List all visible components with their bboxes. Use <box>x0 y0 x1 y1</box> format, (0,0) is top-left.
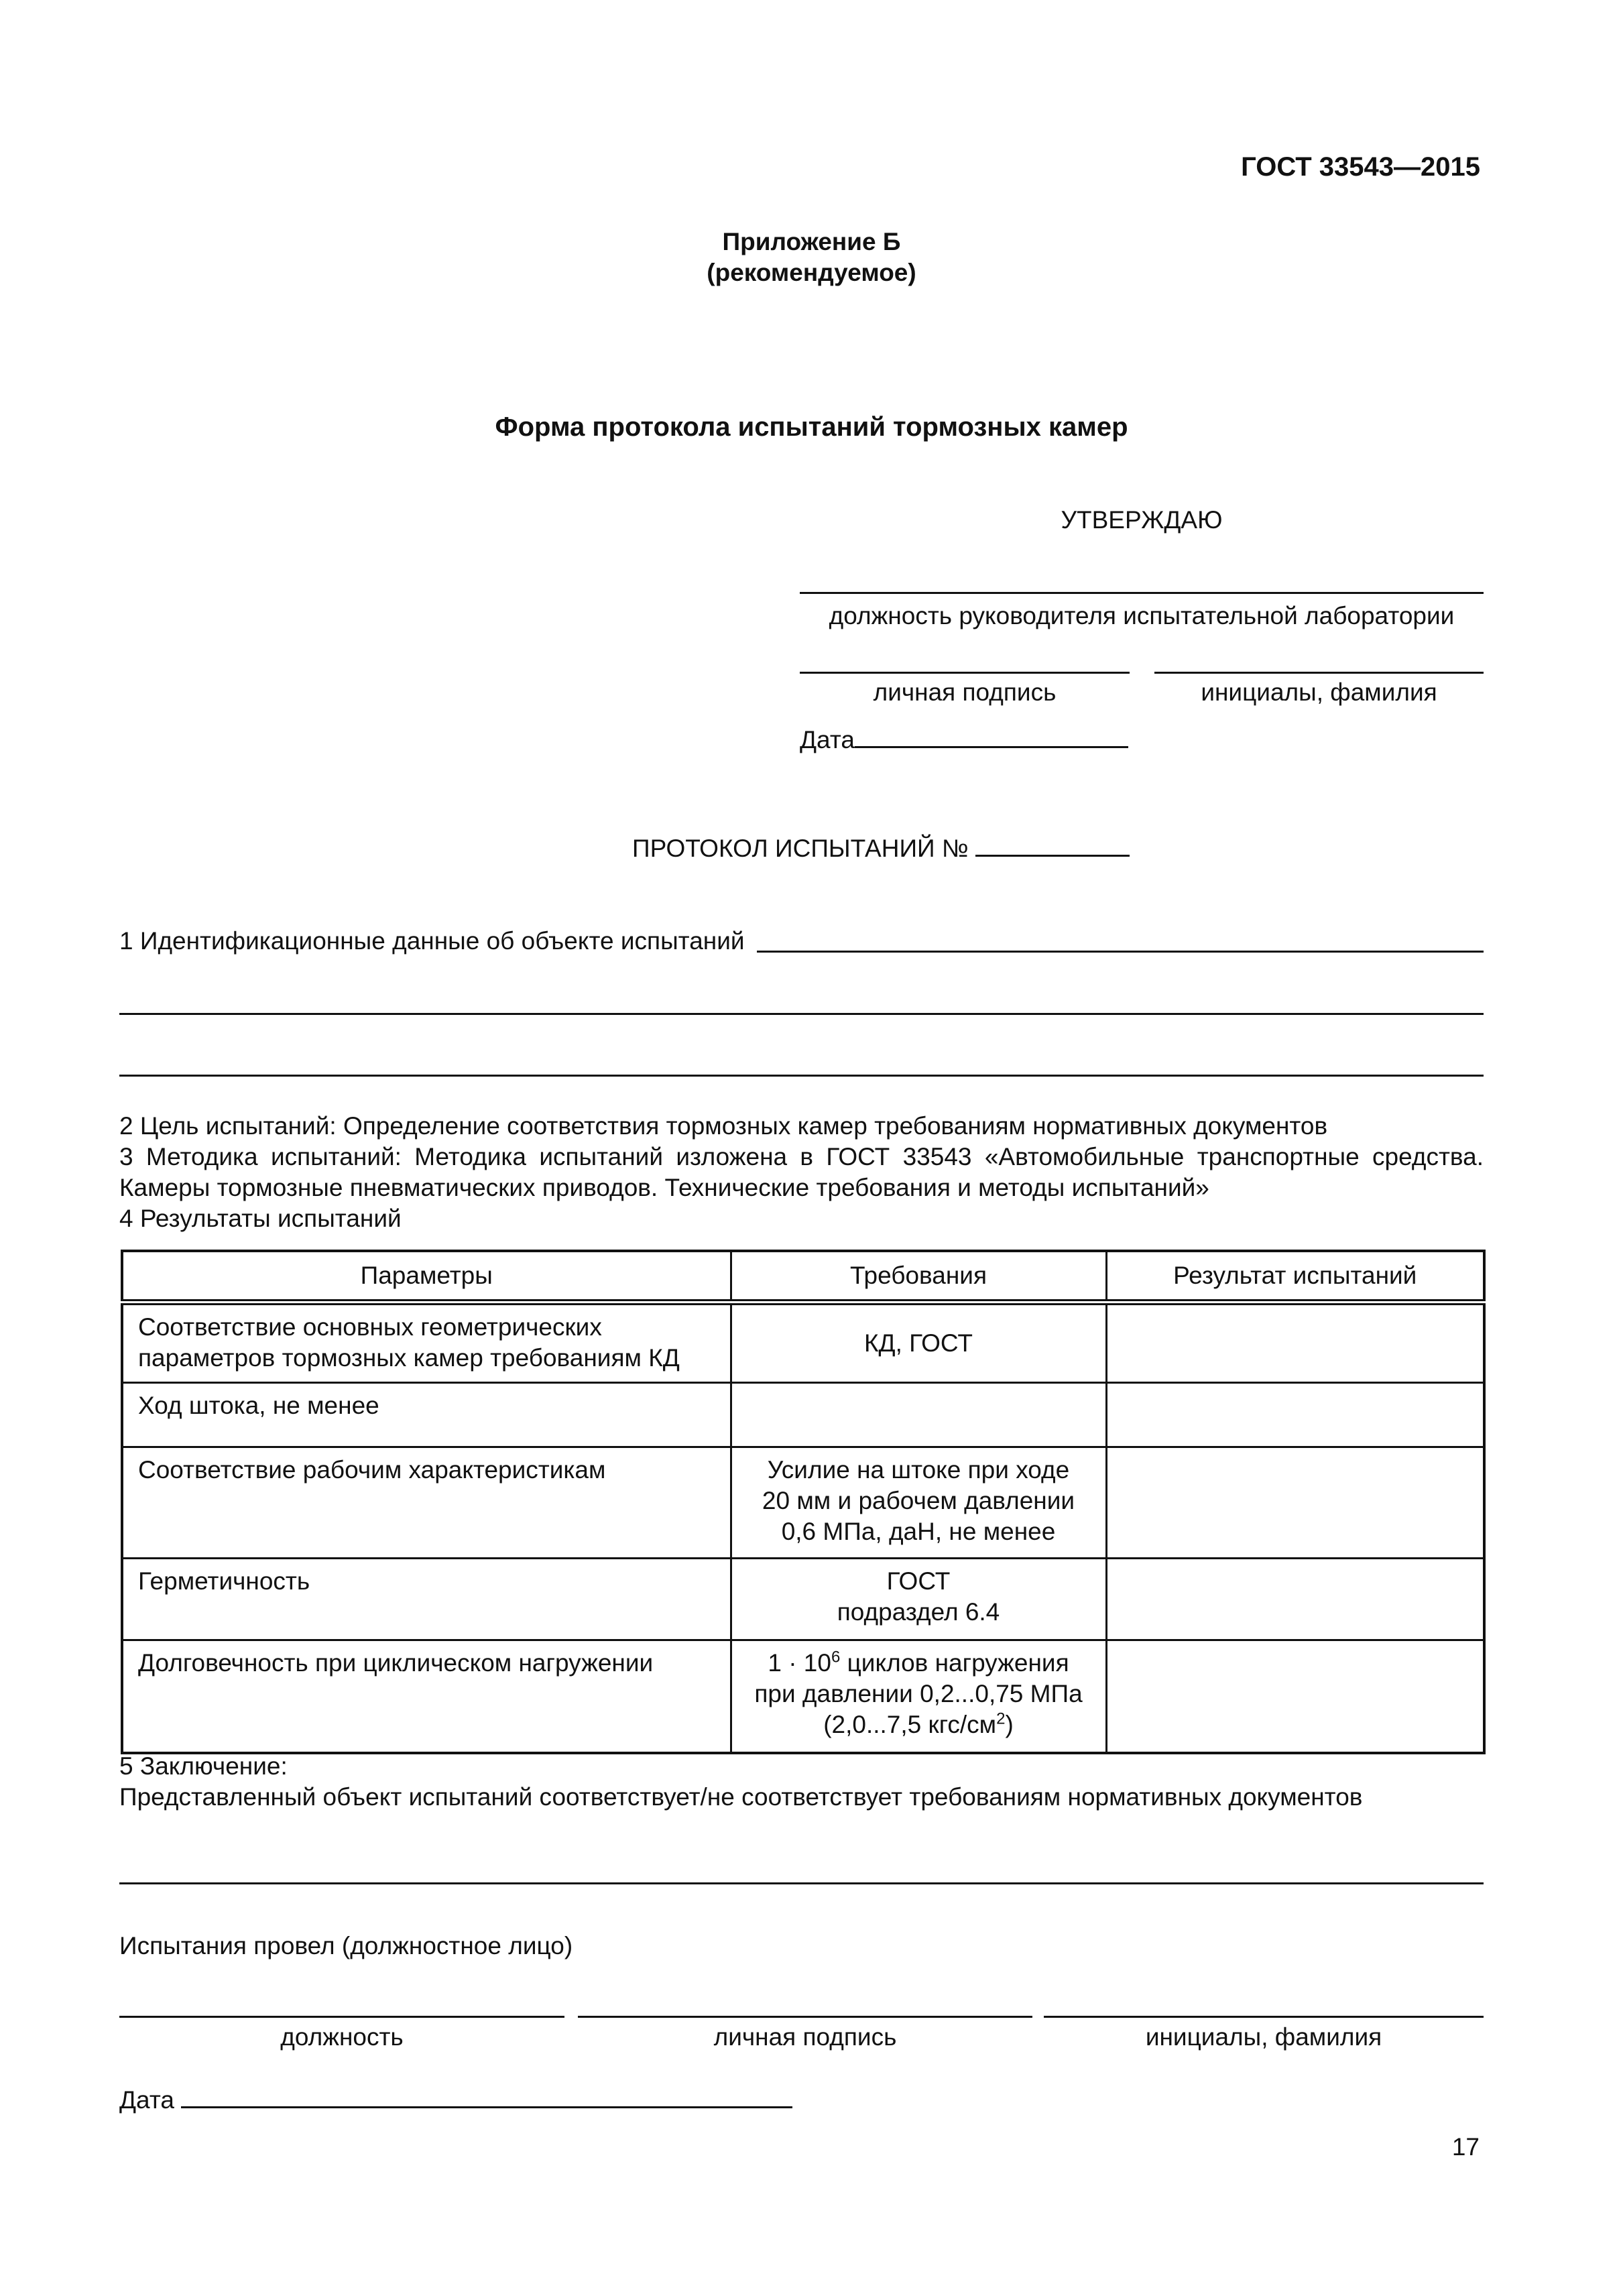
approval-date-row <box>800 723 1128 756</box>
protocol-title: ПРОТОКОЛ ИСПЫТАНИЙ № <box>632 835 969 862</box>
param-cell <box>122 1559 731 1640</box>
section-1-label: 1 Идентификационные данные об объекте испытаний <box>119 927 745 955</box>
results-table-header-row <box>122 1251 1484 1303</box>
form-title: Форма протокола испытаний тормозных камер <box>495 412 1128 442</box>
appendix-status: (рекомендуемое) <box>707 259 916 286</box>
document-code: ГОСТ 33543—2015 <box>1241 152 1480 182</box>
param-cell <box>122 1383 731 1447</box>
tester-date-line <box>181 2083 792 2108</box>
tester-date-label: Дата <box>119 2086 174 2114</box>
header-parameters: Параметры <box>122 1251 731 1303</box>
requirement-text: ГОСТ <box>886 1567 951 1595</box>
requirement-text-part: 1 · 10 <box>768 1649 831 1677</box>
param-text: параметров тормозных камер требованиям КД <box>138 1344 680 1372</box>
section-1-line-2 <box>119 1013 1484 1015</box>
requirement-text: Усилие на штоке при ходе <box>767 1456 1070 1484</box>
param-cell <box>122 1447 731 1559</box>
requirement-text: 0,6 МПа, даН, не менее <box>781 1518 1056 1545</box>
position-signature-line <box>800 592 1484 594</box>
tester-date-row <box>119 2083 792 2116</box>
result-cell[interactable] <box>1106 1640 1484 1753</box>
table-row <box>122 1303 1484 1383</box>
signature-line <box>800 672 1130 674</box>
header-results: Результат испытаний <box>1106 1251 1484 1303</box>
requirement-text: подраздел 6.4 <box>837 1598 1000 1626</box>
table-row <box>122 1447 1484 1559</box>
table-row <box>122 1383 1484 1447</box>
exponent: 6 <box>831 1648 841 1667</box>
tester-name-caption: инициалы, фамилия <box>1145 2023 1382 2051</box>
param-text: Ход штока, не менее <box>138 1392 379 1419</box>
header-requirements: Требования <box>731 1251 1106 1303</box>
approve-label: УТВЕРЖДАЮ <box>1061 506 1223 534</box>
param-text: Долговечность при циклическом нагружении <box>138 1649 654 1677</box>
requirement-text: КД, ГОСТ <box>863 1329 973 1357</box>
section-3-line-1: 3 Методика испытаний: Методика испытаний изложена в ГОСТ 33543 «Автомобильные транспортные средства. <box>119 1143 1484 1170</box>
conclusion-line <box>119 1882 1484 1884</box>
protocol-number-line <box>975 832 1130 857</box>
section-2-text: 2 Цель испытаний: Определение соответствия тормозных камер требованиям нормативных документов <box>119 1112 1328 1140</box>
param-cell <box>122 1640 731 1753</box>
param-cell <box>122 1303 731 1383</box>
approval-date-line <box>855 723 1128 748</box>
param-text: Соответствие основных геометрических <box>138 1313 602 1341</box>
requirement-text <box>747 1709 1091 1740</box>
result-cell[interactable] <box>1106 1383 1484 1447</box>
name-caption: инициалы, фамилия <box>1201 678 1437 706</box>
position-caption: должность руководителя испытательной лаборатории <box>829 602 1455 629</box>
section-5-title: 5 Заключение: <box>119 1752 288 1780</box>
section-3-line-2: Камеры тормозные пневматических приводов. Технические требования и методы испытаний» <box>119 1174 1209 1201</box>
result-cell[interactable] <box>1106 1303 1484 1383</box>
exponent: 2 <box>996 1709 1006 1728</box>
tester-signature-line <box>578 2016 1032 2018</box>
section-1-line-3 <box>119 1075 1484 1077</box>
approval-date-label: Дата <box>800 726 855 753</box>
requirement-cell <box>731 1447 1106 1559</box>
tester-position-line <box>119 2016 564 2018</box>
requirement-text: 20 мм и рабочем давлении <box>762 1487 1075 1514</box>
tester-position-caption: должность <box>280 2023 404 2051</box>
section-5-text: Представленный объект испытаний соответствует/не соответствует требованиям нормативных документов <box>119 1783 1363 1811</box>
section-1-line-1 <box>757 951 1484 953</box>
signature-caption: личная подпись <box>873 678 1057 706</box>
param-text: Герметичность <box>138 1567 310 1595</box>
tester-label: Испытания провел (должностное лицо) <box>119 1932 573 1959</box>
result-cell[interactable] <box>1106 1559 1484 1640</box>
requirement-text-part: (2,0...7,5 кгс/см <box>823 1711 997 1738</box>
name-line <box>1154 672 1484 674</box>
protocol-title-row <box>632 832 1130 864</box>
table-row <box>122 1640 1484 1753</box>
section-4-label: 4 Результаты испытаний <box>119 1205 402 1232</box>
page-number: 17 <box>1451 2133 1480 2161</box>
result-cell[interactable] <box>1106 1447 1484 1559</box>
requirement-cell <box>731 1559 1106 1640</box>
results-table <box>121 1250 1486 1754</box>
tester-name-line <box>1044 2016 1484 2018</box>
appendix-title: Приложение Б <box>722 228 901 255</box>
table-row <box>122 1559 1484 1640</box>
requirement-text <box>747 1648 1091 1679</box>
param-text: Соответствие рабочим характеристикам <box>138 1456 606 1484</box>
requirement-cell <box>731 1303 1106 1383</box>
requirement-text-part: циклов нагружения <box>840 1649 1069 1677</box>
tester-signature-caption: личная подпись <box>713 2023 897 2051</box>
requirement-text-part: ) <box>1005 1711 1014 1738</box>
requirement-cell <box>731 1383 1106 1447</box>
requirement-text: при давлении 0,2...0,75 МПа <box>754 1680 1083 1707</box>
requirement-cell <box>731 1640 1106 1753</box>
